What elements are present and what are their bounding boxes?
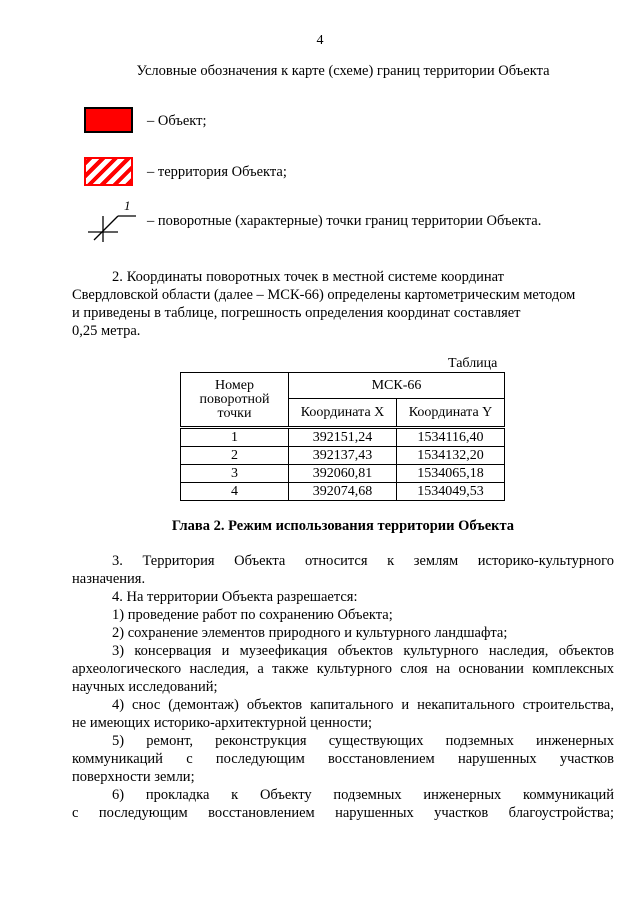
table-row <box>181 447 505 465</box>
list-item: 3) консервация и музеефикация объектов культурного наследия, объектов <box>112 643 614 659</box>
table-row <box>181 465 505 483</box>
paragraph-line: 2. Координаты поворотных точек в местной системе координат <box>112 269 504 285</box>
header-point-number: Номер поворотной точки <box>181 373 289 428</box>
list-item-line: поверхности земли; <box>72 769 195 785</box>
legend-object-text: – Объект; <box>147 113 207 129</box>
paragraph-line: и приведены в таблице, погрешность определения координат составляет <box>72 305 521 321</box>
turning-point-marker-number: 1 <box>124 198 131 213</box>
cell-y: 1534116,40 <box>397 428 505 447</box>
page-number: 4 <box>316 33 324 48</box>
list-item-line: с последующим восстановлением нарушенных участков благоустройства; <box>72 805 614 821</box>
cell-x: 392074,68 <box>289 483 397 501</box>
paragraph-line: назначения. <box>72 571 146 587</box>
cell-num: 4 <box>181 483 289 501</box>
coordinates-table <box>180 372 505 501</box>
cell-x: 392060,81 <box>289 465 397 483</box>
territory-hatch-symbol <box>84 157 133 186</box>
object-symbol <box>84 107 133 133</box>
list-item: 6) прокладка к Объекту подземных инженерных коммуникаций <box>112 787 614 803</box>
legend-territory-text: – территория Объекта; <box>147 164 287 180</box>
cell-x: 392151,24 <box>289 428 397 447</box>
paragraph-line: Свердловской области (далее – МСК-66) определены картометрическим методом <box>72 287 576 303</box>
legend-title: Условные обозначения к карте (схеме) границ территории Объекта <box>136 63 550 79</box>
cell-num: 3 <box>181 465 289 483</box>
paragraph-line: 4. На территории Объекта разрешается: <box>112 589 358 605</box>
table-row <box>181 483 505 501</box>
cell-y: 1534065,18 <box>397 465 505 483</box>
cell-y: 1534049,53 <box>397 483 505 501</box>
chapter-title: Глава 2. Режим использования территории Объекта <box>171 518 515 534</box>
header-msk66: МСК-66 <box>289 373 505 399</box>
list-item-line: коммуникаций с последующим восстановлением нарушенных участков <box>72 751 614 767</box>
list-item: 4) снос (демонтаж) объектов капитального и некапитального строительства, <box>112 697 614 713</box>
list-item: 5) ремонт, реконструкция существующих подземных инженерных <box>112 733 614 749</box>
paragraph-line: 0,25 метра. <box>72 323 141 339</box>
turning-point-icon <box>84 198 140 244</box>
chapter-2-body <box>72 552 614 822</box>
header-coord-y: Координата Y <box>397 399 505 428</box>
list-item-line: археологического наследия, а также культурного слоя на основании комплексных <box>72 661 614 677</box>
list-item: 2) сохранение элементов природного и культурного ландшафта; <box>112 625 508 641</box>
legend-points-text: – поворотные (характерные) точки границ территории Объекта. <box>147 213 542 229</box>
cell-y: 1534132,20 <box>397 447 505 465</box>
table-label: Таблица <box>448 356 498 371</box>
cell-x: 392137,43 <box>289 447 397 465</box>
paragraph-2 <box>72 268 576 340</box>
header-coord-x: Координата X <box>289 399 397 428</box>
list-item-line: научных исследований; <box>72 679 218 695</box>
list-item: 1) проведение работ по сохранению Объекта; <box>112 607 393 623</box>
cell-num: 2 <box>181 447 289 465</box>
list-item-line: не имеющих историко-архитектурной ценности; <box>72 715 373 731</box>
paragraph-line: 3. Территория Объекта относится к землям историко-культурного <box>112 553 614 569</box>
table-row <box>181 428 505 447</box>
cell-num: 1 <box>181 428 289 447</box>
